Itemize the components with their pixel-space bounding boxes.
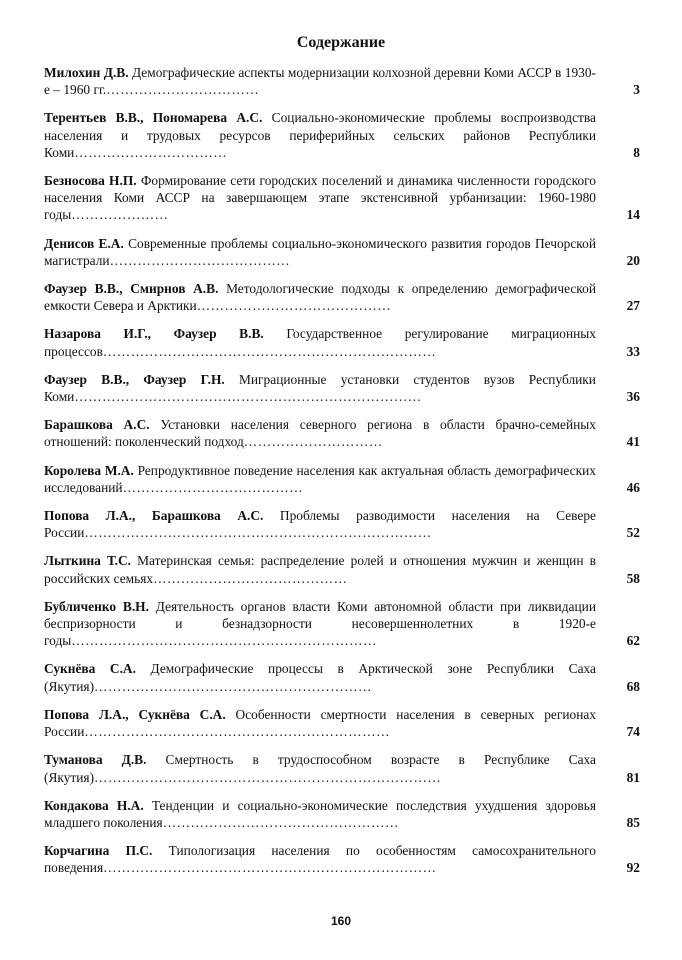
entry-page: 46 <box>626 479 640 495</box>
toc-entry: Фаузер В.В., Фаузер Г.Н. Миграционные установки студентов вузов Республики Коми………………………………………………………………… 36 <box>44 371 640 405</box>
entry-page: 68 <box>626 678 640 694</box>
entry-authors: Милохин Д.В. <box>44 65 129 80</box>
toc-entry: Бубличенко В.Н. Деятельность органов власти Коми автономной области при ликвидации беспризорности и безнадзорности несовершеннолетних в 1920-е годы………………………………………………………… 62 <box>44 598 640 649</box>
toc-entry: Назарова И.Г., Фаузер В.В. Государственное регулирование миграционных процессов……………………………………………………………… 33 <box>44 326 640 359</box>
toc-entry: Безносова Н.П. Формирование сети городских поселений и динамика численности городского населения Коми АССР на завершающем этапе экстенсивной урбанизации: 1960-1980 годы………………… 14 <box>44 173 640 223</box>
toc-entry: Барашкова А.С. Установки населения северного региона в области брачно-семейных отношений: поколенческий подход………………………… 41 <box>44 417 640 450</box>
entry-authors: Попова Л.А., Барашкова А.С. <box>44 508 264 524</box>
entry-authors: Туманова Д.В. <box>44 752 147 768</box>
entry-page: 74 <box>626 724 640 740</box>
toc-entry: Корчагина П.С. Типологизация населения по особенностям самосохранительного поведения……………………………………………………………… 92 <box>44 843 640 876</box>
entry-authors: Фаузер В.В., Фаузер Г.Н. <box>44 371 225 387</box>
entry-page: 36 <box>626 389 640 405</box>
entry-page: 20 <box>626 252 640 268</box>
entry-authors: Назарова И.Г., Фаузер В.В. <box>44 326 264 342</box>
entry-authors: Кондакова Н.А. <box>44 797 144 813</box>
entry-page: 81 <box>626 769 640 785</box>
entry-title: Деятельность органов власти Коми автономной области при ликвидации беспризорности и безнадзорности несовершеннолетних в 1920-е годы <box>44 598 596 649</box>
toc-entry: Денисов Е.А. Современные проблемы социально-экономического развития городов Печорской магистрали………………………………… 20 <box>44 235 640 268</box>
entry-title: Государственное регулирование миграционных процессов <box>44 326 596 359</box>
entry-page: 27 <box>626 298 640 314</box>
entry-title: Миграционные установки студентов вузов Республики Коми <box>44 371 596 405</box>
entry-page: 52 <box>626 525 640 541</box>
toc-entry: Туманова Д.В. Смертность в трудоспособном возрасте в Республике Саха (Якутия)………………………………………………………………… 81 <box>44 752 640 785</box>
entry-authors: Попова Л.А., Сукнёва С.А. <box>44 706 226 722</box>
entry-title: Проблемы разводимости населения на Севере России <box>44 508 596 541</box>
entry-title: Репродуктивное поведение населения как актуальная область демографических исследований <box>44 462 596 495</box>
table-of-contents <box>44 64 640 888</box>
entry-authors: Королева М.А. <box>44 462 134 478</box>
entry-authors: Бубличенко В.Н. <box>44 598 149 614</box>
entry-authors: Сукнёва С.А. <box>44 661 136 677</box>
entry-title: Типологизация населения по особенностям самосохранительного поведения <box>44 843 596 876</box>
entry-authors: Безносова Н.П. <box>44 173 137 189</box>
toc-entry: Лыткина Т.С. Материнская семья: распределение ролей и отношения мужчин и женщин в российских семьях…………………………………… 58 <box>44 553 640 586</box>
entry-title: Демографические аспекты модернизации колхозной деревни Коми АССР в 1930-е – 1960 гг. <box>44 65 596 98</box>
entry-title: Тенденции и социально-экономические последствия ухудшения здоровья младшего поколения <box>44 797 596 830</box>
entry-page: 58 <box>626 570 640 586</box>
entry-authors: Денисов Е.А. <box>44 235 124 251</box>
entry-authors: Фаузер В.В., Смирнов А.В. <box>44 281 219 297</box>
page-title: Содержание <box>296 34 386 51</box>
entry-authors: Лыткина Т.С. <box>44 553 131 569</box>
entry-page: 92 <box>626 860 640 876</box>
toc-entry: Сукнёва С.А. Демографические процессы в Арктической зоне Республики Саха (Якутия)…………………………………………………… 68 <box>44 661 640 694</box>
entry-title: Современные проблемы социально-экономического развития городов Печорской магистрали <box>44 235 596 268</box>
entry-title: Формирование сети городских поселений и динамика численности городского населения Коми АССР на завершающем этапе экстенсивной урбанизации: 1960-1980 годы <box>44 173 596 223</box>
entry-title: Установки населения северного региона в области брачно-семейных отношений: поколенческий подход <box>44 417 596 450</box>
entry-title: Смертность в трудоспособном возрасте в Республике Саха (Якутия) <box>44 752 596 785</box>
entry-page: 85 <box>626 814 640 830</box>
toc-entry: Королева М.А. Репродуктивное поведение населения как актуальная область демографических исследований………………………………… 46 <box>44 462 640 495</box>
entry-page: 14 <box>626 207 640 223</box>
entry-page: 33 <box>626 343 640 359</box>
entry-page: 8 <box>633 144 640 160</box>
entry-title: Социально-экономические проблемы воспроизводства населения и трудовых ресурсов периферийных сельских районов Республики Коми <box>44 110 596 160</box>
entry-title: Методологические подходы к определению демографической емкости Севера и Арктики <box>44 281 596 314</box>
entry-page: 3 <box>633 82 640 98</box>
entry-title: Демографические процессы в Арктической зоне Республики Саха (Якутия) <box>44 661 596 694</box>
entry-page: 41 <box>626 434 640 450</box>
page-number: 160 <box>330 914 352 928</box>
toc-entry: Попова Л.А., Барашкова А.С. Проблемы разводимости населения на Севере России………………………………………………………………… 52 <box>44 508 640 541</box>
entry-authors: Корчагина П.С. <box>44 843 153 859</box>
toc-entry: Терентьев В.В., Пономарева А.С. Социально-экономические проблемы воспроизводства населения и трудовых ресурсов периферийных сельских районов Республики Коми…………………………… 8 <box>44 110 640 160</box>
entry-page: 62 <box>626 633 640 649</box>
toc-entry: Кондакова Н.А. Тенденции и социально-экономические последствия ухудшения здоровья младшего поколения…………………………………………… 85 <box>44 797 640 830</box>
entry-authors: Терентьев В.В., Пономарева А.С. <box>44 110 263 126</box>
toc-entry: Милохин Д.В. Демографические аспекты модернизации колхозной деревни Коми АССР в 1930-е – 1960 гг.…………………………… 3 <box>44 65 640 98</box>
toc-entry: Попова Л.А., Сукнёва С.А. Особенности смертности населения в северных регионах России………………………………………………………… 74 <box>44 706 640 740</box>
toc-entry: Фаузер В.В., Смирнов А.В. Методологические подходы к определению демографической емкости Севера и Арктики…………………………………… 27 <box>44 281 640 314</box>
entry-title: Материнская семья: распределение ролей и отношения мужчин и женщин в российских семьях <box>44 553 596 586</box>
entry-title: Особенности смертности населения в северных регионах России <box>44 706 596 740</box>
entry-authors: Барашкова А.С. <box>44 417 150 433</box>
